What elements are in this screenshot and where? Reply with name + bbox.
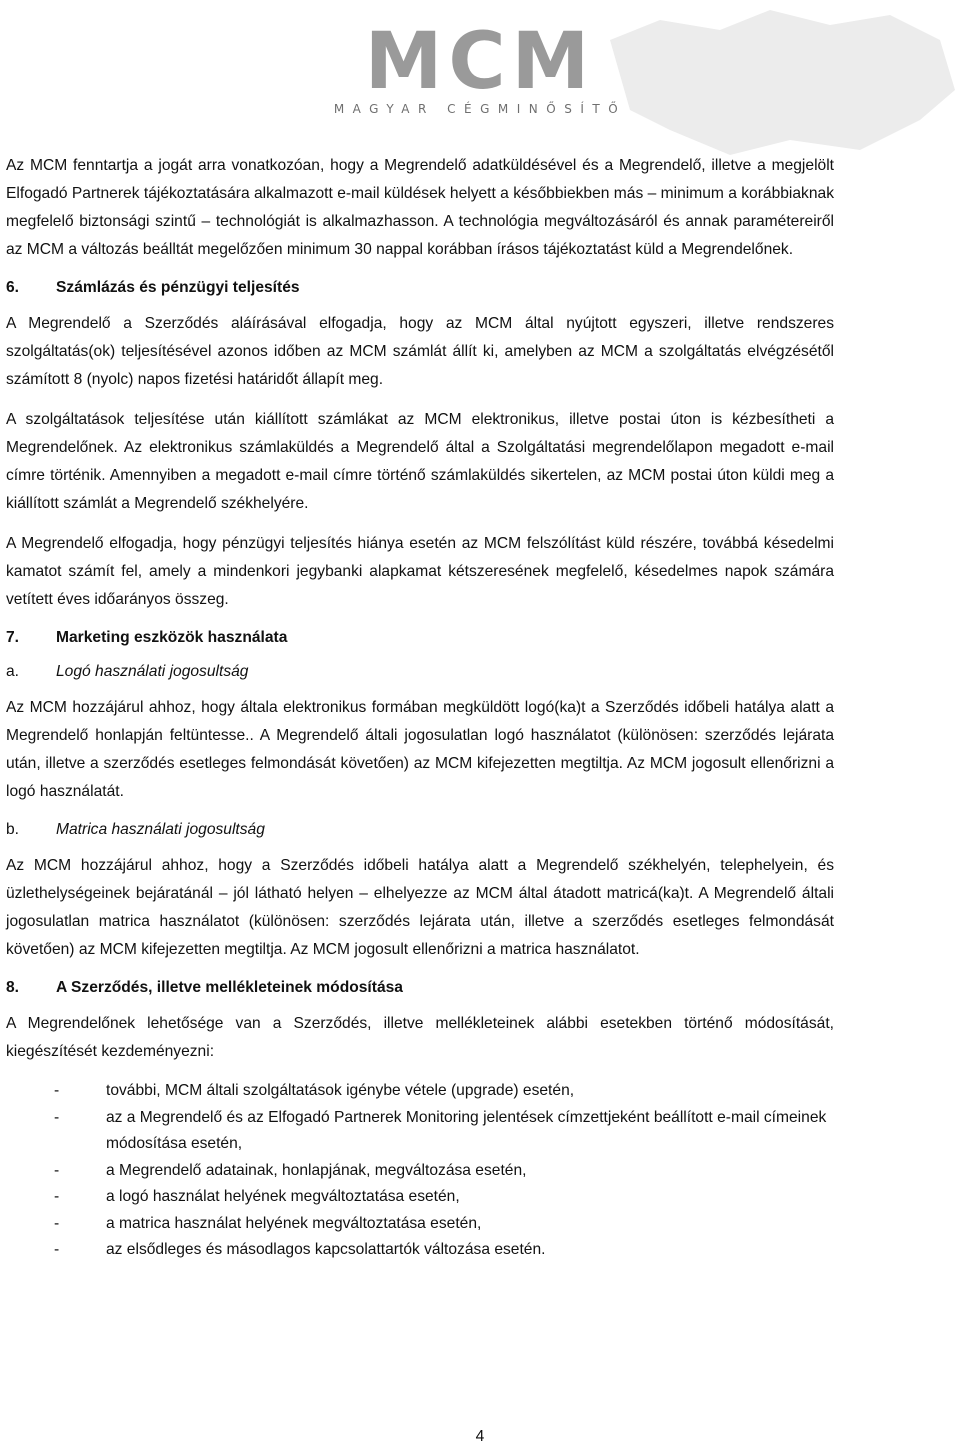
paragraph-late-payment: A Megrendelő elfogadja, hogy pénzügyi teljesítés hiánya esetén az MCM felszólítást küld részére, továbbá késedelmi kamatot számít fel, amely a mindenkori jegybanki alapkamat kétszeresének megfelelő, késedelmes napok számára vetített éves időarányos összeg. <box>6 535 834 608</box>
list-item-text: a matrica használat helyének megváltoztatása esetén, <box>106 1214 482 1232</box>
list-item-text: a Megrendelő adatainak, honlapjának, megváltozása esetén, <box>106 1161 527 1179</box>
list-item <box>6 1211 834 1238</box>
paragraph-technology: Az MCM fenntartja a jogát arra vonatkozóan, hogy a Megrendelő adatküldésével és a Megrendelő, illetve a megjelölt Elfogadó Partnerek tájékoztatására alkalmazott e-mail küldések helyett a későbbiekben más – minimum a korábbiaknak megfelelő biztonsági szintű – technológiát is alkalmazhasson. A technológia megváltozásáról és annak paramétereiről az MCM a változás beálltát megelőzően minimum 30 nappal korábban írásos tájékoztatást küld a Megrendelőnek. <box>6 157 834 258</box>
mcm-logo <box>260 17 700 134</box>
list-dash: - <box>54 1108 60 1126</box>
page-number: 4 <box>475 1428 485 1445</box>
section-title: Számlázás és pénzügyi teljesítés <box>56 279 300 296</box>
list-dash: - <box>54 1082 60 1099</box>
section-number: 7. <box>6 629 20 646</box>
section-7-heading <box>6 626 834 650</box>
section-7a-heading <box>6 660 834 684</box>
list-item-text: az elsődleges és másodlagos kapcsolattartók változása esetén. <box>106 1241 546 1258</box>
section-8-heading <box>6 976 834 1000</box>
subsection-letter: b. <box>6 821 20 838</box>
section-7b-heading <box>6 818 834 842</box>
section-number: 6. <box>6 279 20 296</box>
subsection-title: Logó használati jogosultság <box>56 663 249 680</box>
list-item <box>6 1237 834 1264</box>
list-item-text: az a Megrendelő és az Elfogadó Partnerek Monitoring jelentések címzettjeként beállított e-mail címeinek módosítása esetén, <box>106 1108 827 1152</box>
page-header <box>0 0 960 150</box>
list-dash: - <box>54 1214 60 1232</box>
paragraph-logo-usage: Az MCM hozzájárul ahhoz, hogy általa elektronikus formában megküldött logó(ka)t a Szerződés időbeli hatálya alatt a Megrendelő honlapján feltüntesse.. A Megrendelő általi jogosulatlan logó használatot (különösen: szerződés lejárata után, illetve a szerződés esetleges felmondását követően) az MCM kifejezetten megtiltja. Az MCM jogosult ellenőrizni a logó használatát. <box>6 699 834 800</box>
list-item-text: további, MCM általi szolgáltatások igénybe vétele (upgrade) esetén, <box>106 1082 575 1099</box>
paragraph-invoice-delivery: A szolgáltatások teljesítése után kiállított számlákat az MCM elektronikus, illetve postai úton is kézbesítheti a Megrendelőnek. Az elektronikus számlaküldés a Megrendelő által a Szolgáltatási megrendelőlapon megadott e-mail címre történik. Amennyiben a megadott e-mail címre történő számlaküldés sikertelen, az MCM postai úton küldi meg a kiállított számlát a Megrendelő székhelyére. <box>6 411 834 512</box>
paragraph-modification: A Megrendelőnek lehetősége van a Szerződés, illetve mellékleteinek alábbi esetekben történő módosítását, kiegészítését kezdeményezni: <box>6 1015 834 1060</box>
list-item <box>6 1078 834 1105</box>
list-item-text: a logó használat helyének megváltoztatása esetén, <box>106 1188 460 1205</box>
paragraph-sticker-usage: Az MCM hozzájárul ahhoz, hogy a Szerződés időbeli hatálya alatt a Megrendelő székhelyén, telephelyein, és üzlethelységeinek bejáratánál – jól látható helyen – elhelyezze az MCM által átadott matricá(ka)t. A Megrendelő általi jogosulatlan matrica használatot (különösen: szerződés lejárata után, illetve a szerződés esetleges felmondását követően) az MCM kifejezetten megtiltja. Az MCM jogosult ellenőrizni a matrica használatot. <box>6 857 834 958</box>
section-6-heading <box>6 276 834 300</box>
modification-cases-list <box>6 1078 834 1264</box>
list-item <box>6 1158 834 1185</box>
subsection-letter: a. <box>6 663 20 680</box>
subsection-title: Matrica használati jogosultság <box>56 821 265 838</box>
document-body <box>6 152 834 1264</box>
list-dash: - <box>54 1161 60 1179</box>
section-title: Marketing eszközök használata <box>56 629 288 646</box>
logo-wordmark: MCM <box>364 17 596 107</box>
paragraph-billing: A Megrendelő a Szerződés aláírásával elfogadja, hogy az MCM által nyújtott egyszeri, illetve rendszeres szolgáltatás(ok) teljesítésével azonos időben az MCM számlát állít ki, amelyben az MCM a szolgáltatás elvégzésétől számított 8 (nyolc) napos fizetési határidőt állapít meg. <box>6 315 834 388</box>
section-number: 8. <box>6 979 20 996</box>
list-dash: - <box>54 1188 60 1205</box>
logo-subtitle: MAGYAR CÉGMINŐSÍTŐ <box>333 102 627 116</box>
section-title: A Szerződés, illetve mellékleteinek módosítása <box>56 979 403 996</box>
list-item <box>6 1105 834 1158</box>
list-item <box>6 1184 834 1211</box>
list-dash: - <box>54 1241 60 1258</box>
